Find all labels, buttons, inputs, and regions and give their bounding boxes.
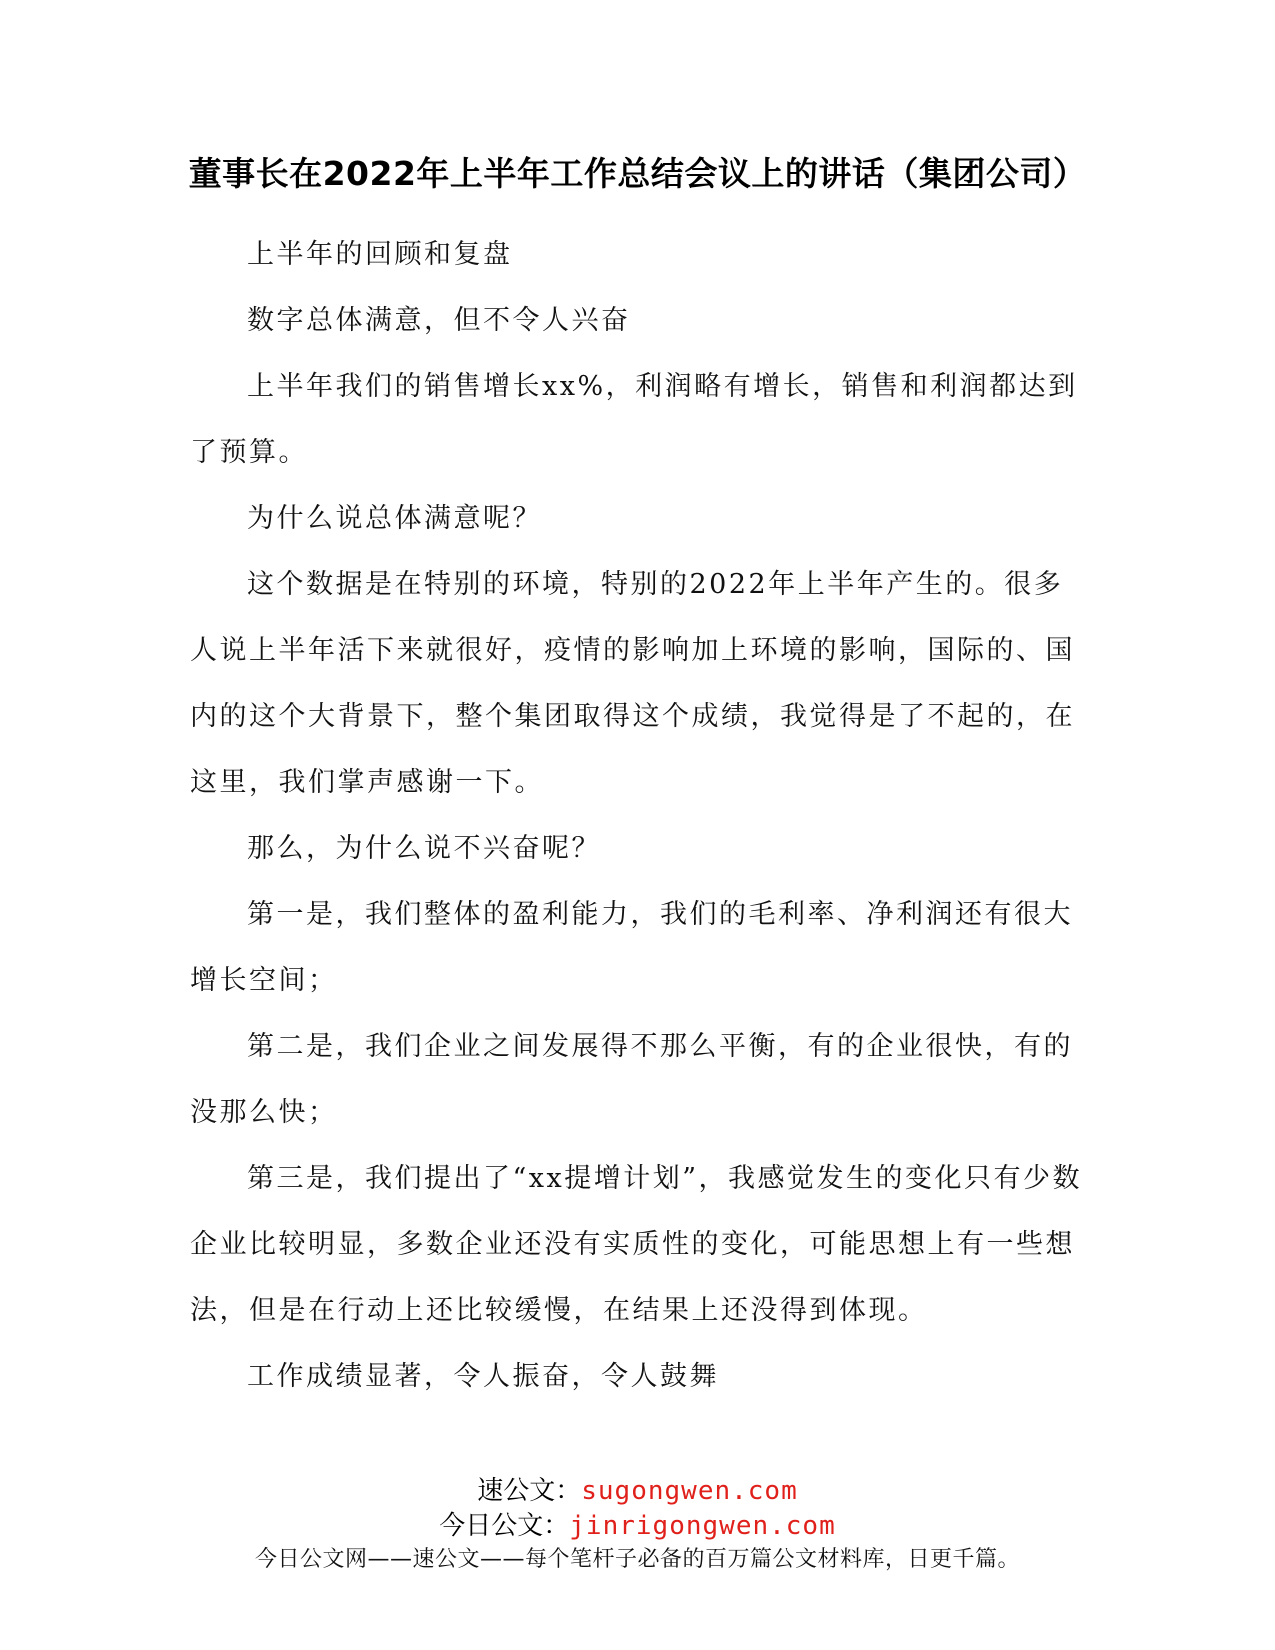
paragraph: 第二是，我们企业之间发展得不那么平衡，有的企业很快，有的没那么快； bbox=[190, 1031, 1073, 1128]
document-body bbox=[190, 222, 1090, 1410]
paragraph: 那么，为什么说不兴奋呢？ bbox=[247, 833, 601, 864]
footer-sugongwen bbox=[0, 1470, 1275, 1507]
paragraph: 这个数据是在特别的环境，特别的2022年上半年产生的。很多人说上半年活下来就很好，疫情的影响加上环境的影响，国际的、国内的这个大背景下，整个集团取得这个成绩，我觉得是了不起的，在这里，我们掌声感谢一下。 bbox=[190, 569, 1075, 798]
footer-label-sugongwen: 速公文： bbox=[477, 1476, 582, 1506]
footer-link-sugongwen[interactable]: sugongwen.com bbox=[581, 1476, 798, 1506]
document-title: 董事长在2022年上半年工作总结会议上的讲话（集团公司） bbox=[188, 154, 1087, 193]
paragraph: 上半年的回顾和复盘 bbox=[247, 239, 513, 270]
footer-label-jinrigongwen: 今日公文： bbox=[439, 1511, 570, 1541]
paragraph: 工作成绩显著，令人振奋，令人鼓舞 bbox=[247, 1361, 719, 1392]
paragraph: 数字总体满意，但不令人兴奋 bbox=[247, 305, 631, 336]
footer-slogan: 今日公文网——速公文——每个笔杆子必备的百万篇公文材料库，日更千篇。 bbox=[254, 1547, 1020, 1572]
footer-jinrigongwen bbox=[0, 1505, 1275, 1542]
paragraph: 为什么说总体满意呢？ bbox=[247, 503, 542, 534]
paragraph: 第三是，我们提出了“xx提增计划”，我感觉发生的变化只有少数企业比较明显，多数企业还没有实质性的变化，可能思想上有一些想法，但是在行动上还比较缓慢，在结果上还没得到体现。 bbox=[190, 1163, 1083, 1326]
footer-link-jinrigongwen[interactable]: jinrigongwen.com bbox=[569, 1511, 836, 1541]
paragraph: 第一是，我们整体的盈利能力，我们的毛利率、净利润还有很大增长空间； bbox=[190, 899, 1073, 996]
paragraph: 上半年我们的销售增长xx%，利润略有增长，销售和利润都达到了预算。 bbox=[190, 371, 1078, 468]
